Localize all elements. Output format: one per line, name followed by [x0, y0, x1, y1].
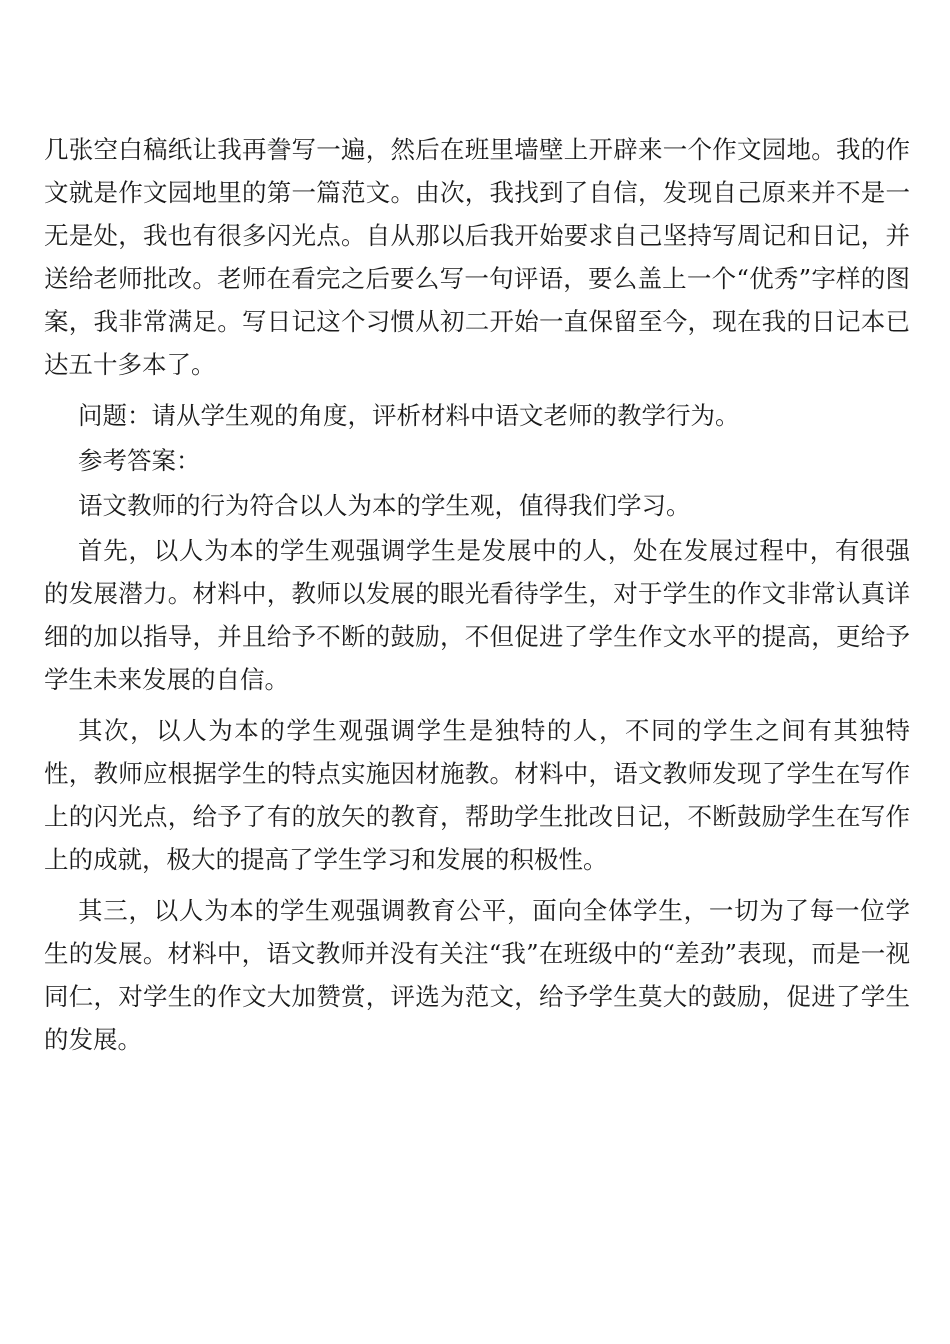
paragraph-answer-heading: 参考答案： [78, 446, 201, 475]
paragraph-point-third: 其三，以人为本的学生观强调教育公平，面向全体学生，一切为了每一位学生的发展。材料中，语文教师并没有关注“我”在班级中的“差劲”表现，而是一视同仁，对学生的作文大加赞赏，评选为范文，给予学生莫大的鼓励，促进了学生的发展。 [44, 896, 910, 1054]
paragraph-answer-intro: 语文教师的行为符合以人为本的学生观，值得我们学习。 [78, 491, 691, 520]
paragraph-point-first: 首先，以人为本的学生观强调学生是发展中的人，处在发展过程中，有很强的发展潜力。材料中，教师以发展的眼光看待学生，对于学生的作文非常认真详细的加以指导，并且给予不断的鼓励，不但促进了学生作文水平的提高，更给予学生未来发展的自信。 [44, 536, 910, 694]
document-page [44, 128, 910, 1069]
paragraph-point-second: 其次，以人为本的学生观强调学生是独特的人，不同的学生之间有其独特性，教师应根据学生的特点实施因材施教。材料中，语文教师发现了学生在写作上的闪光点，给予了有的放矢的教育，帮助学生批改日记，不断鼓励学生在写作上的成就，极大的提高了学生学习和发展的积极性。 [44, 716, 910, 874]
paragraph-question: 问题：请从学生观的角度，评析材料中语文老师的教学行为。 [78, 401, 740, 430]
paragraph-continued-story: 几张空白稿纸让我再誊写一遍，然后在班里墙壁上开辟来一个作文园地。我的作文就是作文园地里的第一篇范文。由次，我找到了自信，发现自己原来并不是一无是处，我也有很多闪光点。自从那以后我开始要求自己坚持写周记和日记，并送给老师批改。老师在看完之后要么写一句评语，要么盖上一个“优秀”字样的图案，我非常满足。写日记这个习惯从初二开始一直保留至今，现在我的日记本已达五十多本了。 [44, 135, 910, 379]
